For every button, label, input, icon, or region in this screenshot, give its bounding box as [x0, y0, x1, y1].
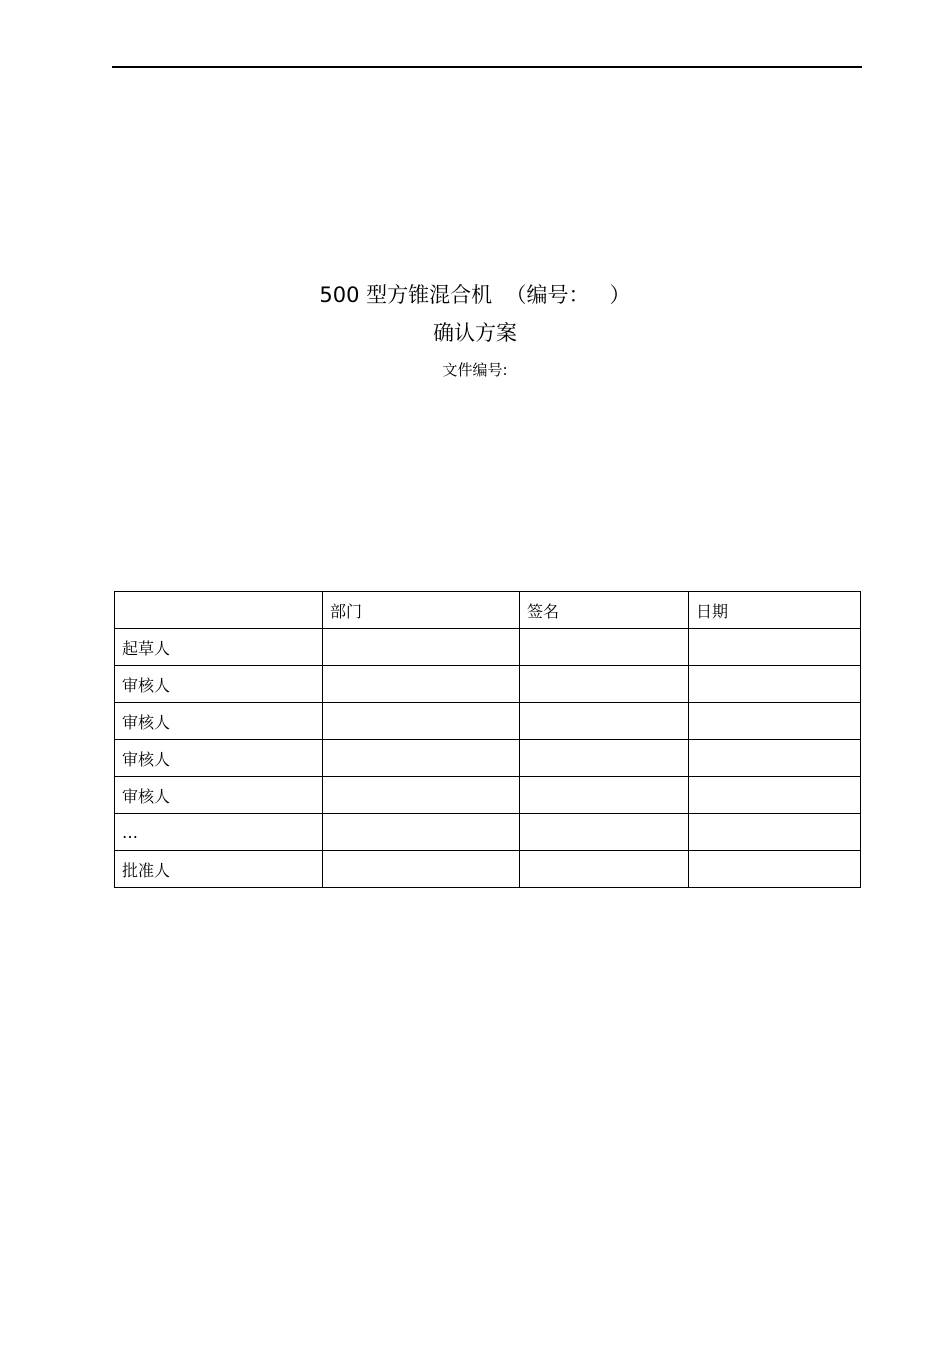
role-cell: 审核人 — [115, 666, 323, 703]
signature-cell[interactable] — [520, 666, 689, 703]
table-row — [115, 740, 861, 777]
department-cell[interactable] — [323, 629, 520, 666]
document-title: 500 型方锥混合机 （编号： ） — [319, 283, 631, 307]
header-cell-signature: 签名 — [520, 592, 689, 629]
date-cell[interactable] — [689, 703, 861, 740]
title-block — [0, 280, 950, 380]
header-cell-date: 日期 — [689, 592, 861, 629]
department-cell[interactable] — [323, 777, 520, 814]
date-cell[interactable] — [689, 629, 861, 666]
table-row — [115, 777, 861, 814]
department-cell[interactable] — [323, 666, 520, 703]
role-cell: 审核人 — [115, 740, 323, 777]
date-cell[interactable] — [689, 814, 861, 851]
header-rule — [112, 66, 862, 68]
role-cell: … — [115, 814, 323, 851]
table-row — [115, 851, 861, 888]
signature-cell[interactable] — [520, 777, 689, 814]
signature-cell[interactable] — [520, 703, 689, 740]
role-cell: 审核人 — [115, 703, 323, 740]
header-cell-role — [115, 592, 323, 629]
role-cell: 批准人 — [115, 851, 323, 888]
table-row — [115, 814, 861, 851]
signature-cell[interactable] — [520, 814, 689, 851]
date-cell[interactable] — [689, 740, 861, 777]
date-cell[interactable] — [689, 851, 861, 888]
role-cell: 起草人 — [115, 629, 323, 666]
document-number-label: 文件编号: — [442, 361, 508, 379]
table-row — [115, 629, 861, 666]
department-cell[interactable] — [323, 740, 520, 777]
department-cell[interactable] — [323, 851, 520, 888]
document-subtitle: 确认方案 — [433, 321, 517, 345]
table-header-row — [115, 592, 861, 629]
signature-cell[interactable] — [520, 629, 689, 666]
department-cell[interactable] — [323, 703, 520, 740]
date-cell[interactable] — [689, 777, 861, 814]
signature-cell[interactable] — [520, 851, 689, 888]
table-row — [115, 703, 861, 740]
department-cell[interactable] — [323, 814, 520, 851]
date-cell[interactable] — [689, 666, 861, 703]
header-cell-department: 部门 — [323, 592, 520, 629]
approval-signature-table — [114, 591, 861, 888]
signature-cell[interactable] — [520, 740, 689, 777]
role-cell: 审核人 — [115, 777, 323, 814]
table-row — [115, 666, 861, 703]
